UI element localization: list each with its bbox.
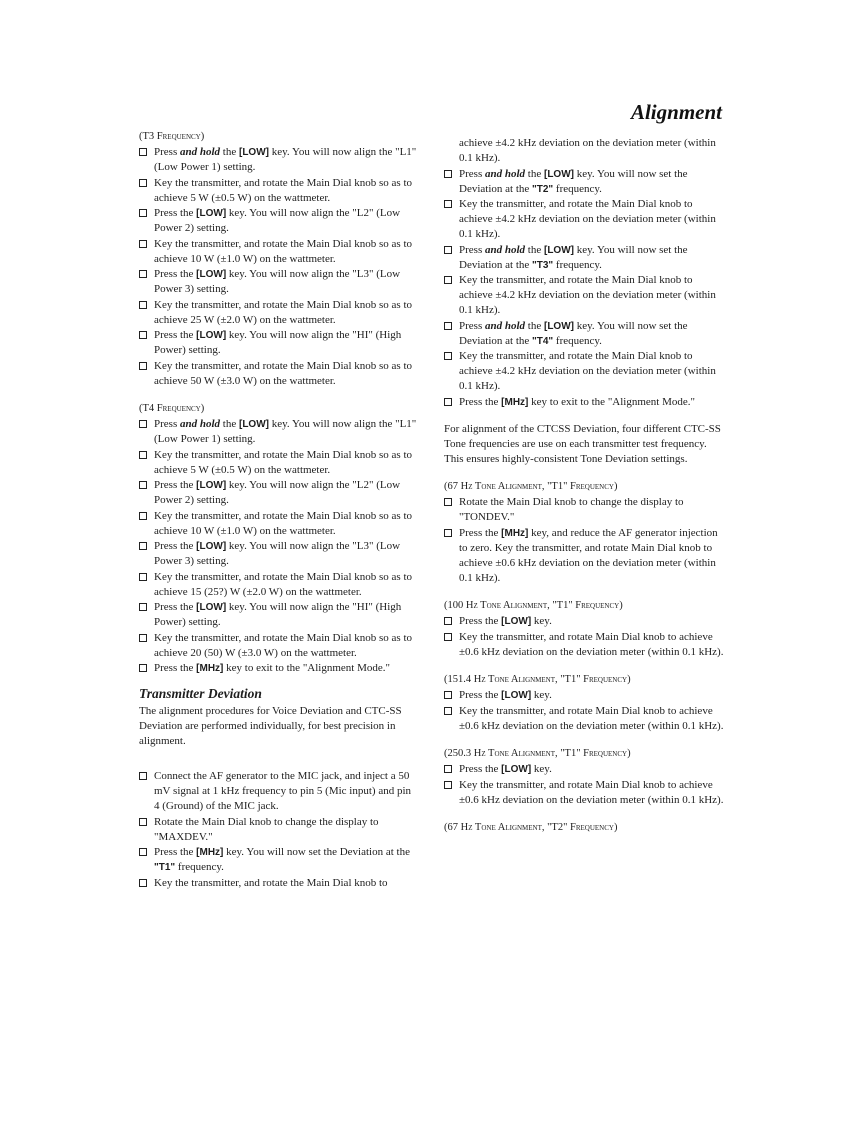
key-label: [MHz] [501, 527, 529, 539]
list-item [139, 570, 417, 600]
list-item [444, 704, 726, 734]
step-text: key to exit to the "Alignment Mode." [223, 662, 391, 674]
step-text: Press the [154, 207, 197, 219]
step-text: the [525, 167, 544, 180]
right-column [444, 136, 726, 836]
step-text: Connect the AF generator to the MIC jack, and inject a 50 mV signal at 1 kHz frequency to pin 5 (Mic input) and pin 4 (Ground) of the MIC jack. [154, 770, 412, 812]
checkbox-square-icon [444, 617, 452, 625]
step-text: the [525, 243, 544, 256]
deviation-intro-paragraph: The alignment procedures for Voice Deviation and CTC-SS Deviation are performed individually, for best precision in alignment. [139, 705, 402, 747]
step-text: Rotate the Main Dial knob to change the display to "TONDEV." [459, 496, 684, 523]
checkbox-square-icon [139, 634, 147, 642]
checkbox-square-icon [444, 707, 452, 715]
step-text: Press the [459, 689, 502, 701]
checkbox-square-icon [139, 420, 147, 428]
key-label: [LOW] [501, 764, 532, 775]
emphasis-hold: and hold [179, 146, 221, 158]
key-label: [LOW] [196, 480, 227, 491]
checkbox-square-icon [444, 529, 452, 537]
deviation-step-list-continued [444, 167, 726, 410]
step-text: key. You will now align the "HI" (High Power) setting. [154, 601, 402, 628]
ctcss-paragraph: For alignment of the CTCSS Deviation, four different CTC-SS Tone frequencies are use on each transmitter test frequency. This ensures highly-consistent Tone Deviation settings. [444, 423, 721, 465]
key-label: [LOW] [543, 320, 574, 332]
step-text: frequency. [553, 258, 602, 271]
list-item [444, 526, 726, 586]
step-text: Press [154, 418, 180, 430]
frequency-label: "T2" [532, 183, 554, 195]
checkbox-square-icon [139, 331, 147, 339]
key-label: [LOW] [543, 168, 574, 180]
checkbox-square-icon [139, 772, 147, 780]
list-item [139, 448, 417, 478]
tone-67hz-t1-steps [444, 495, 726, 586]
list-item [444, 349, 726, 394]
checkbox-square-icon [444, 781, 452, 789]
key-label: [LOW] [196, 208, 227, 219]
step-text: key. You will now set the Deviation at the [459, 243, 688, 271]
checkbox-square-icon [139, 240, 147, 248]
list-item [139, 328, 417, 358]
checkbox-square-icon [139, 603, 147, 611]
step-text: Press the [154, 662, 197, 674]
key-label: [LOW] [238, 147, 269, 158]
step-text: Press the [154, 329, 197, 341]
key-label: [MHz] [501, 396, 529, 408]
list-item [139, 815, 417, 845]
list-item [444, 778, 726, 808]
step-text: frequency. [175, 861, 224, 873]
list-item [444, 762, 726, 777]
list-item [139, 631, 417, 661]
emphasis-hold: and hold [484, 243, 526, 256]
key-label: [LOW] [501, 616, 532, 627]
step-text: Key the transmitter, and rotate Main Dial knob to achieve ±0.6 kHz deviation on the deviation meter (within 0.1 kHz). [459, 630, 724, 658]
list-item [139, 600, 417, 630]
step-text: Press [459, 243, 485, 256]
step-text: Key the transmitter, and rotate the Main Dial knob to achieve ±4.2 kHz deviation on the deviation meter (within 0.1 kHz). [459, 274, 716, 316]
checkbox-square-icon [444, 498, 452, 506]
checkbox-square-icon [139, 664, 147, 672]
key-label: [LOW] [196, 330, 227, 341]
step-text: key. [531, 763, 552, 775]
left-column [139, 129, 417, 891]
checkbox-square-icon [139, 179, 147, 187]
list-item [139, 876, 417, 891]
step-text: the [220, 418, 239, 430]
list-item [139, 478, 417, 508]
checkbox-square-icon [444, 352, 452, 360]
step-text: Key the transmitter, and rotate the Main Dial knob so as to achieve 15 (25?) W (±2.0 W) on the wattmeter. [154, 570, 412, 598]
tone-151hz-t1-steps [444, 688, 726, 734]
checkbox-square-icon [139, 209, 147, 217]
step-text: key. [531, 689, 552, 701]
list-item [139, 845, 417, 875]
tone-250hz-t1-steps [444, 762, 726, 808]
step-text: frequency. [553, 334, 602, 347]
checkbox-square-icon [139, 362, 147, 370]
frequency-label: "T4" [532, 335, 554, 347]
step-text: Press the [459, 395, 502, 408]
checkbox-square-icon [444, 691, 452, 699]
list-item [139, 661, 417, 676]
step-text: Press the [459, 763, 502, 775]
step-text: key. You will now set the Deviation at the [459, 167, 688, 195]
checkbox-square-icon [139, 573, 147, 581]
deviation-step-list [139, 769, 417, 891]
step-text: key. You will now align the "L3" (Low Power 3) setting. [154, 268, 401, 295]
tone-100hz-t1-header: (100 Hz Tone Alignment, "T1" Frequency) [444, 600, 623, 611]
step-text: Press the [154, 479, 197, 491]
step-text: key. You will now align the "L1" (Low Power 1) setting. [154, 418, 417, 445]
page-title: Alignment [630, 100, 722, 124]
step-text: key. You will now align the "HI" (High Power) setting. [154, 329, 402, 356]
step-text: Key the transmitter, and rotate the Main Dial knob so as to achieve 25 W (±2.0 W) on the wattmeter. [154, 298, 412, 326]
step-text: Press [459, 167, 485, 180]
step-text: Key the transmitter, and rotate the Main Dial knob so as to achieve 20 (50) W (±3.0 W) on the wattmeter. [154, 631, 412, 659]
list-item [444, 630, 726, 660]
frequency-label: "T3" [532, 259, 554, 271]
checkbox-square-icon [139, 879, 147, 887]
step-text: Key the transmitter, and rotate the Main Dial knob to [154, 876, 388, 889]
emphasis-hold: and hold [484, 319, 526, 332]
list-item [139, 539, 417, 569]
transmitter-deviation-title: Transmitter Deviation [139, 686, 262, 701]
list-item [444, 167, 726, 197]
key-label: [LOW] [196, 269, 227, 280]
checkbox-square-icon [444, 322, 452, 330]
list-item [139, 267, 417, 297]
key-label: [LOW] [196, 602, 227, 613]
step-text: Key the transmitter, and rotate the Main Dial knob to achieve ±4.2 kHz deviation on the deviation meter (within 0.1 kHz). [459, 350, 716, 392]
checkbox-square-icon [444, 765, 452, 773]
step-text: key. You will now set the Deviation at the [459, 319, 688, 347]
key-label: [LOW] [238, 419, 269, 430]
step-text: key. You will now align the "L3" (Low Power 3) setting. [154, 540, 401, 567]
checkbox-square-icon [444, 170, 452, 178]
checkbox-square-icon [139, 270, 147, 278]
checkbox-square-icon [139, 512, 147, 520]
list-item [139, 509, 417, 539]
list-item [444, 197, 726, 242]
key-label: [LOW] [196, 541, 227, 552]
continued-step-text: achieve ±4.2 kHz deviation on the deviation meter (within 0.1 kHz). [459, 137, 716, 164]
emphasis-hold: and hold [179, 418, 221, 430]
key-label: [LOW] [501, 690, 532, 701]
list-item [139, 237, 417, 267]
key-label: [LOW] [543, 244, 574, 256]
t3-frequency-header: (T3 Frequency) [139, 131, 205, 142]
step-text: Key the transmitter, and rotate the Main Dial knob so as to achieve 5 W (±0.5 W) on the wattmeter. [154, 176, 412, 204]
tone-250hz-t1-header: (250.3 Hz Tone Alignment, "T1" Frequency) [444, 748, 631, 759]
step-text: Key the transmitter, and rotate the Main Dial knob so as to achieve 5 W (±0.5 W) on the wattmeter. [154, 448, 412, 476]
checkbox-square-icon [139, 301, 147, 309]
list-item [139, 145, 417, 175]
step-text: key, and reduce the AF generator injection to zero. Key the transmitter, and rotate Main Dial knob to achieve ±0.6 kHz deviation on the deviation meter (within 0.1 kHz). [459, 526, 718, 584]
step-text: Press the [459, 615, 502, 627]
list-item [139, 298, 417, 328]
key-label: [MHz] [196, 663, 224, 674]
list-item [139, 417, 417, 447]
checkbox-square-icon [139, 542, 147, 550]
t4-step-list [139, 417, 417, 676]
checkbox-square-icon [444, 246, 452, 254]
step-text: the [220, 146, 239, 158]
tone-100hz-t1-steps [444, 614, 726, 660]
step-text: key. You will now set the Deviation at the [223, 846, 410, 858]
step-text: frequency. [553, 182, 602, 195]
step-text: key. You will now align the "L1" (Low Power 1) setting. [154, 146, 417, 173]
list-item [444, 614, 726, 629]
list-item [444, 395, 726, 410]
step-text: Press the [154, 846, 197, 858]
list-item [139, 176, 417, 206]
step-text: Press the [154, 540, 197, 552]
t4-frequency-header: (T4 Frequency) [139, 403, 205, 414]
step-text: Press the [154, 601, 197, 613]
checkbox-square-icon [444, 398, 452, 406]
t3-step-list [139, 145, 417, 389]
tone-151hz-t1-header: (151.4 Hz Tone Alignment, "T1" Frequency) [444, 674, 631, 685]
checkbox-square-icon [139, 481, 147, 489]
checkbox-square-icon [444, 276, 452, 284]
list-item [139, 206, 417, 236]
step-text: Key the transmitter, and rotate Main Dial knob to achieve ±0.6 kHz deviation on the deviation meter (within 0.1 kHz). [459, 704, 724, 732]
step-text: Press [459, 319, 485, 332]
step-text: Key the transmitter, and rotate the Main Dial knob so as to achieve 10 W (±1.0 W) on the wattmeter. [154, 509, 412, 537]
list-item [139, 359, 417, 389]
checkbox-square-icon [444, 200, 452, 208]
tone-67hz-t2-header: (67 Hz Tone Alignment, "T2" Frequency) [444, 822, 618, 833]
list-item [444, 319, 726, 349]
list-item [444, 273, 726, 318]
list-item [444, 495, 726, 525]
checkbox-square-icon [444, 633, 452, 641]
step-text: Press the [154, 268, 197, 280]
step-text: Key the transmitter, and rotate the Main Dial knob so as to achieve 50 W (±3.0 W) on the wattmeter. [154, 359, 412, 387]
step-text: Key the transmitter, and rotate Main Dial knob to achieve ±0.6 kHz deviation on the deviation meter (within 0.1 kHz). [459, 778, 724, 806]
tone-67hz-t1-header: (67 Hz Tone Alignment, "T1" Frequency) [444, 481, 618, 492]
list-item [444, 243, 726, 273]
emphasis-hold: and hold [484, 167, 526, 180]
step-text: key. You will now align the "L2" (Low Power 2) setting. [154, 207, 401, 234]
step-text: Press the [459, 526, 502, 539]
checkbox-square-icon [139, 818, 147, 826]
checkbox-square-icon [139, 848, 147, 856]
step-text: Key the transmitter, and rotate the Main Dial knob to achieve ±4.2 kHz deviation on the deviation meter (within 0.1 kHz). [459, 198, 716, 240]
list-item [444, 688, 726, 703]
step-text: Press [154, 146, 180, 158]
step-text: key. [531, 615, 552, 627]
frequency-label: "T1" [154, 862, 176, 873]
step-text: Key the transmitter, and rotate the Main Dial knob so as to achieve 10 W (±1.0 W) on the wattmeter. [154, 237, 412, 265]
checkbox-square-icon [139, 148, 147, 156]
key-label: [MHz] [196, 847, 224, 858]
step-text: key to exit to the "Alignment Mode." [528, 395, 696, 408]
step-text: the [525, 319, 544, 332]
checkbox-square-icon [139, 451, 147, 459]
step-text: Rotate the Main Dial knob to change the display to "MAXDEV." [154, 815, 379, 843]
list-item [139, 769, 417, 814]
step-text: key. You will now align the "L2" (Low Power 2) setting. [154, 479, 401, 506]
